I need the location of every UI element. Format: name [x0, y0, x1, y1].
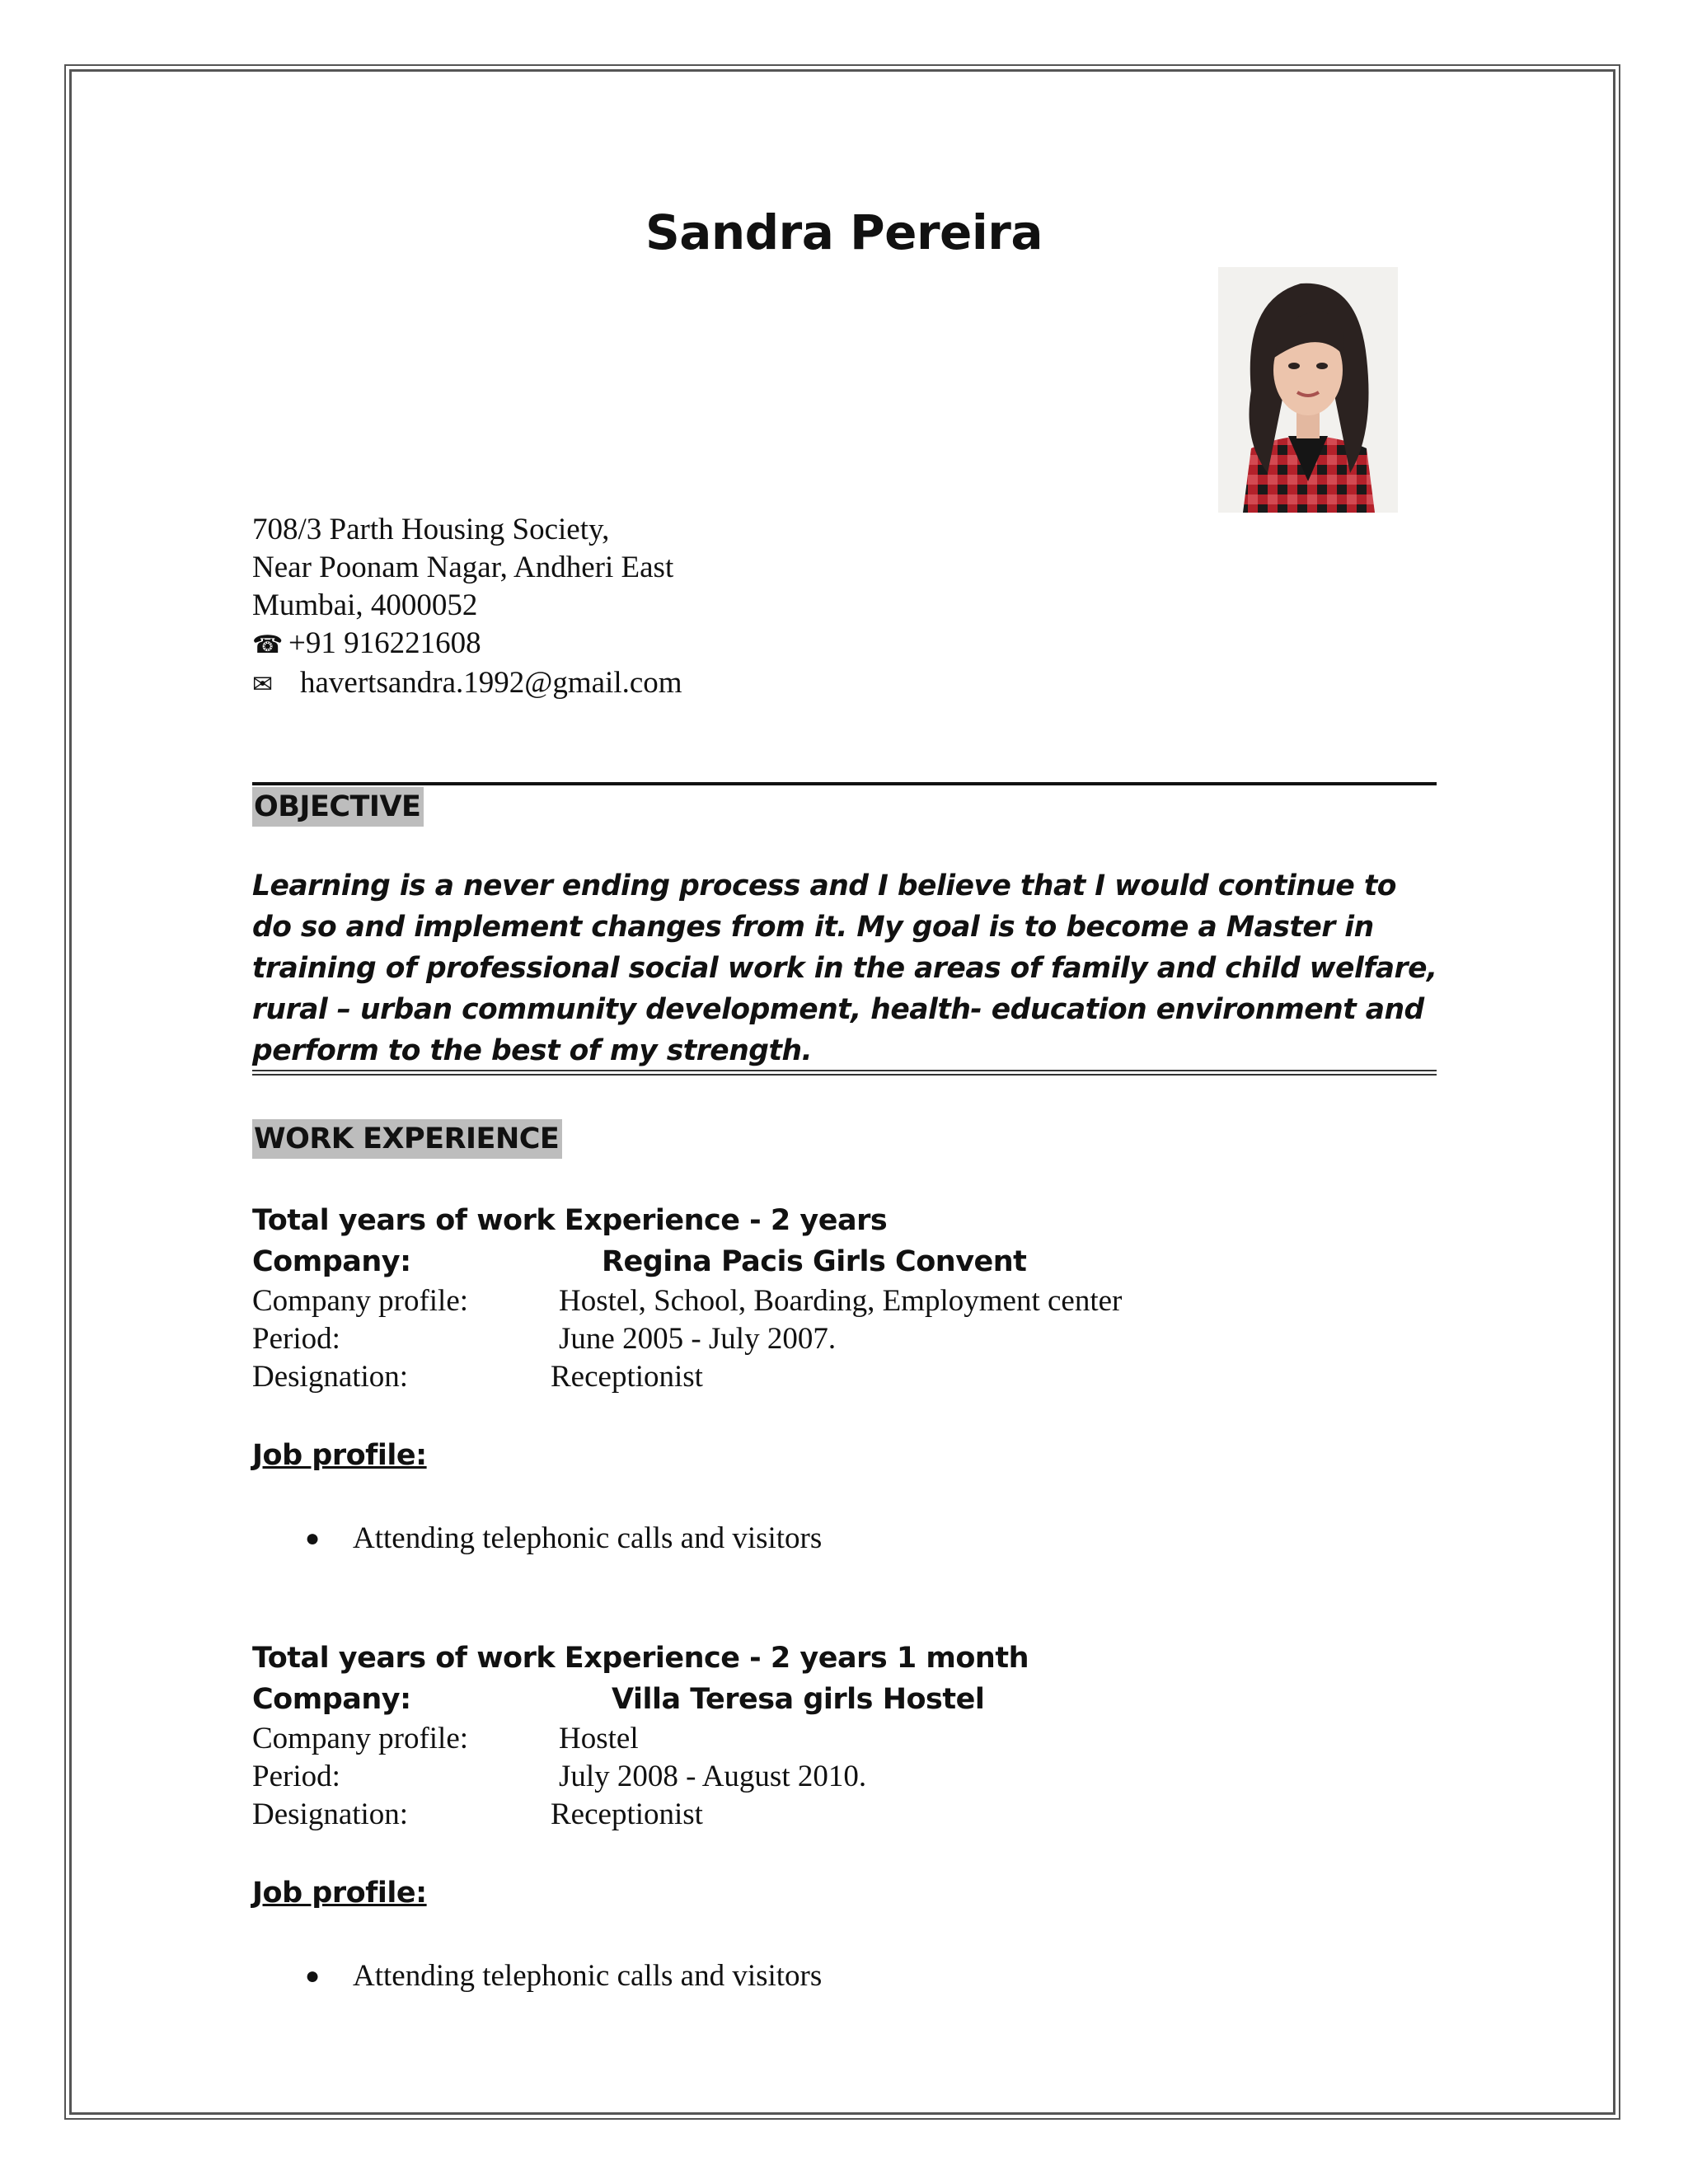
- bullet-icon: ●: [305, 1525, 321, 1552]
- job-1-job-profile-heading: Job profile:: [252, 1439, 427, 1472]
- job-1-profile-value: Hostel, School, Boarding, Employment center: [559, 1284, 1123, 1318]
- job-2-profile-label: Company profile:: [252, 1722, 469, 1755]
- resume-name: Sandra Pereira: [645, 204, 1043, 260]
- phone-icon: ☎: [252, 630, 284, 659]
- job-1-total-experience: Total years of work Experience - 2 years: [252, 1204, 888, 1237]
- address-line-1: 708/3 Parth Housing Society,: [252, 513, 610, 546]
- email-line: [252, 664, 682, 704]
- job-1-profile-label: Company profile:: [252, 1284, 469, 1318]
- job-1-designation-label: Designation:: [252, 1360, 409, 1394]
- job-2-period-value: July 2008 - August 2010.: [559, 1760, 867, 1793]
- job-1-period-label: Period:: [252, 1322, 340, 1356]
- work-experience-heading: WORK EXPERIENCE: [252, 1119, 562, 1159]
- address-line-3: Mumbai, 4000052: [252, 588, 478, 622]
- phone-line: [252, 625, 682, 664]
- job-2-profile-value: Hostel: [559, 1722, 639, 1755]
- job-1-period-value: June 2005 - July 2007.: [559, 1322, 837, 1356]
- job-1-company-label: Company:: [252, 1245, 411, 1278]
- job-1-duty-text: Attending telephonic calls and visitors: [353, 1521, 823, 1555]
- job-2-total-experience: Total years of work Experience - 2 years 1 month: [252, 1642, 1029, 1675]
- job-2-company-name: Villa Teresa girls Hostel: [612, 1683, 985, 1716]
- phone-number: +91 916221608: [288, 626, 481, 660]
- job-1-company-row: [252, 1242, 1159, 1282]
- job-1-company-name: Regina Pacis Girls Convent: [602, 1245, 1027, 1278]
- job-1-period-row: [252, 1320, 1241, 1358]
- job-2-period-label: Period:: [252, 1760, 340, 1793]
- job-2-designation-label: Designation:: [252, 1797, 409, 1831]
- job-2-period-row: [252, 1758, 1241, 1796]
- email-icon: ✉: [252, 670, 274, 699]
- job-2-company-row: [252, 1680, 1159, 1719]
- job-2-designation-row: [252, 1796, 1241, 1834]
- job-2-duty-text: Attending telephonic calls and visitors: [353, 1959, 823, 1993]
- contact-block: [252, 511, 682, 704]
- job-2-company-label: Company:: [252, 1683, 411, 1716]
- job-2-designation-value: Receptionist: [551, 1797, 703, 1831]
- section-divider-double: [252, 1070, 1437, 1076]
- job-2-profile-row: [252, 1720, 1241, 1758]
- job-1-profile-row: [252, 1282, 1241, 1320]
- profile-photo: [1218, 267, 1398, 513]
- email-address: havertsandra.1992@gmail.com: [300, 666, 682, 700]
- job-1-designation-value: Receptionist: [551, 1360, 703, 1394]
- objective-heading: OBJECTIVE: [252, 787, 424, 827]
- objective-text: Learning is a never ending process and I believe that I would continue to do so and implement changes from it. My goal is to become a Master in training of professional social work in the areas of family and child welfare, rural – urban community development, health- education environment and perform to the best of my strength.: [252, 869, 1437, 1067]
- section-divider-top: [252, 782, 1437, 785]
- job-2-job-profile-heading: Job profile:: [252, 1877, 427, 1910]
- job-1-designation-row: [252, 1358, 1241, 1396]
- job-2-duty-item: [305, 1957, 822, 1995]
- address-line-2: Near Poonam Nagar, Andheri East: [252, 551, 674, 584]
- job-1-duty-item: [305, 1520, 822, 1558]
- bullet-icon: ●: [305, 1962, 321, 1990]
